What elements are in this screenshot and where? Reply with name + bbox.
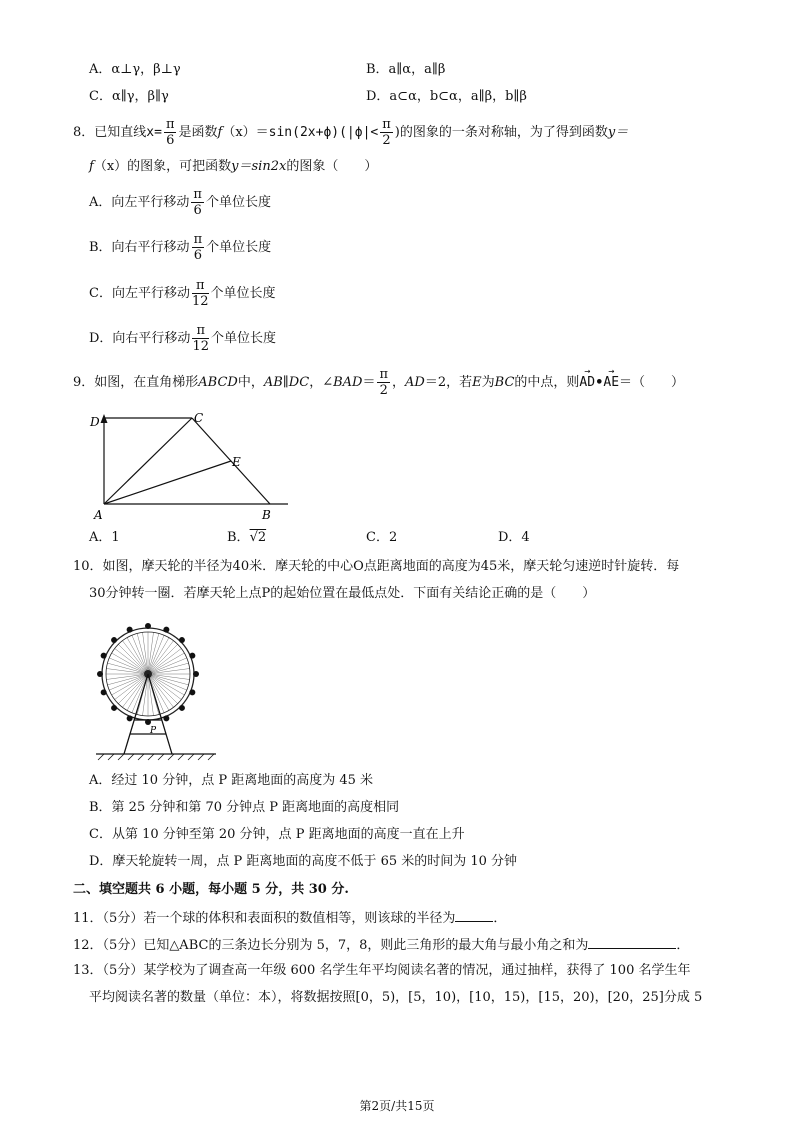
cabin [189,689,195,695]
q10-stem-line1: 10．如图，摩天轮的半径为40米．摩天轮的中心O点距离地面的高度为45米，摩天轮匀速逆时针旋转．每 [73,559,680,574]
q10-stem-line2: 30分钟转一圈．若摩天轮上点P的起始位置在最低点处．下面有关结论正确的是（ ） [89,586,596,601]
cabin [193,671,199,677]
label-p: P [150,726,157,736]
q8-option-b: B．向右平行移动 $\frac{\pi}{6}$ 个单位长度 [89,232,272,263]
q8-pi-over-6: $\frac{\pi}{6}$ [165,117,175,148]
q8-y: y＝ [607,125,629,140]
q9-option-c: C．2 [366,530,398,545]
q8-b-frac: $\frac{\pi}{6}$ [193,232,203,263]
q7-option-b: B．a∥α，a∥β [366,62,446,77]
vector-ad: → AD [579,366,595,400]
label-e: E [232,455,241,469]
q7-option-a: A．α⊥γ，β⊥γ [89,62,181,77]
cabin [163,627,169,633]
q8-text: )的图象的一条对称轴，为了得到函数 [394,125,608,140]
q9-option-b: B．√2 [227,530,267,545]
cabin [111,637,117,643]
q9-pi-over-2: $\frac{\pi}{2}$ [379,367,389,398]
label-c: C [194,411,204,425]
cabin [111,705,117,711]
q8-stem-line1 [73,116,628,150]
vector-ae: → AE [603,366,619,400]
q9-option-a: A．1 [89,530,120,545]
trapezoid-figure [88,410,288,522]
cabin [163,715,169,721]
label-d: D [90,415,100,429]
cabin [101,653,107,659]
page-footer: 第2页/共15页 [359,1099,435,1113]
q8-x-eq: x= [146,125,162,140]
q12-stem: 12．（5分）已知△ABC的三条边长分别为 5，7，8，则此三角形的最大角与最小角之和为 ． [73,938,690,953]
q7-option-c: C．α∥γ，β∥γ [89,89,169,104]
q8-text: （x）＝ [222,125,269,140]
q8-a-frac: $\frac{\pi}{6}$ [193,187,202,218]
answer-blank[interactable] [455,909,493,922]
answer-blank[interactable] [588,936,676,949]
q13-stem-line2: 平均阅读名著的数量（单位：本），将数据按照[0，5)，[5，10)，[10，15)，[15，20)，[20，25]分成 5 [89,990,703,1005]
q8-pi-over-2: $\frac{\pi}{2}$ [382,117,391,148]
q9-stem: 9．如图，在直角梯形ABCD中，AB∥DC，∠BAD＝ $\frac{\pi}{2}$ ，AD＝2，若E为BC的中点，则→ AD•→ AE＝（ ） [73,366,684,400]
cabin [179,705,185,711]
q8-f: f [217,125,223,140]
q8-option-d: D．向右平行移动 $\frac{\pi}{12}$ 个单位长度 [89,323,276,354]
q8-option-c: C．向左平行移动 $\frac{\pi}{12}$ 个单位长度 [89,278,276,309]
q8-abs-phi: (|ϕ|< [339,125,379,140]
cabin [127,627,133,633]
cabin [127,715,133,721]
cabin [101,689,107,695]
label-b: B [262,508,271,522]
q8-stem-line2: f（x）的图象，可把函数y＝sin2x的图象（ ） [89,159,378,174]
q10-option-c: C．从第 10 分钟至第 20 分钟，点 P 距离地面的高度一直在上升 [89,827,465,842]
q8-option-a: A．向左平行移动 $\frac{\pi}{6}$ 个单位长度 [89,187,271,218]
q10-option-b: B．第 25 分钟和第 70 分钟点 P 距离地面的高度相同 [89,800,400,815]
q10-option-a: A．经过 10 分钟，点 P 距离地面的高度为 45 米 [89,773,374,788]
q11-stem: 11．（5分）若一个球的体积和表面积的数值相等，则该球的半径为 ． [73,911,507,926]
label-a: A [94,508,103,522]
cabin [145,623,151,629]
q8-sin-expr: sin(2x+ϕ) [268,125,340,140]
q13-stem-line1: 13．（5分）某学校为了调查高一年级 600 名学生年平均阅读名著的情况，通过抽样，获得了 100 名学生年 [73,963,691,978]
cabin [179,637,185,643]
cabin [97,671,103,677]
q7-option-d: D．a⊂α，b⊂α，a∥β，b∥β [366,89,527,104]
q10-option-d: D．摩天轮旋转一周，点 P 距离地面的高度不低于 65 米的时间为 10 分钟 [89,854,518,869]
q8-text: 是函数 [178,125,218,140]
q9-option-d: D．4 [498,530,530,545]
ferris-wheel-figure [86,614,218,762]
q8-d-frac: $\frac{\pi}{12}$ [192,323,209,354]
cabin [189,653,195,659]
section-title: 二、填空题共 6 小题，每小题 5 分，共 30 分. [73,882,349,897]
q8-c-frac: $\frac{\pi}{12}$ [191,278,209,309]
q8-number: 8．已知直线 [73,125,147,140]
